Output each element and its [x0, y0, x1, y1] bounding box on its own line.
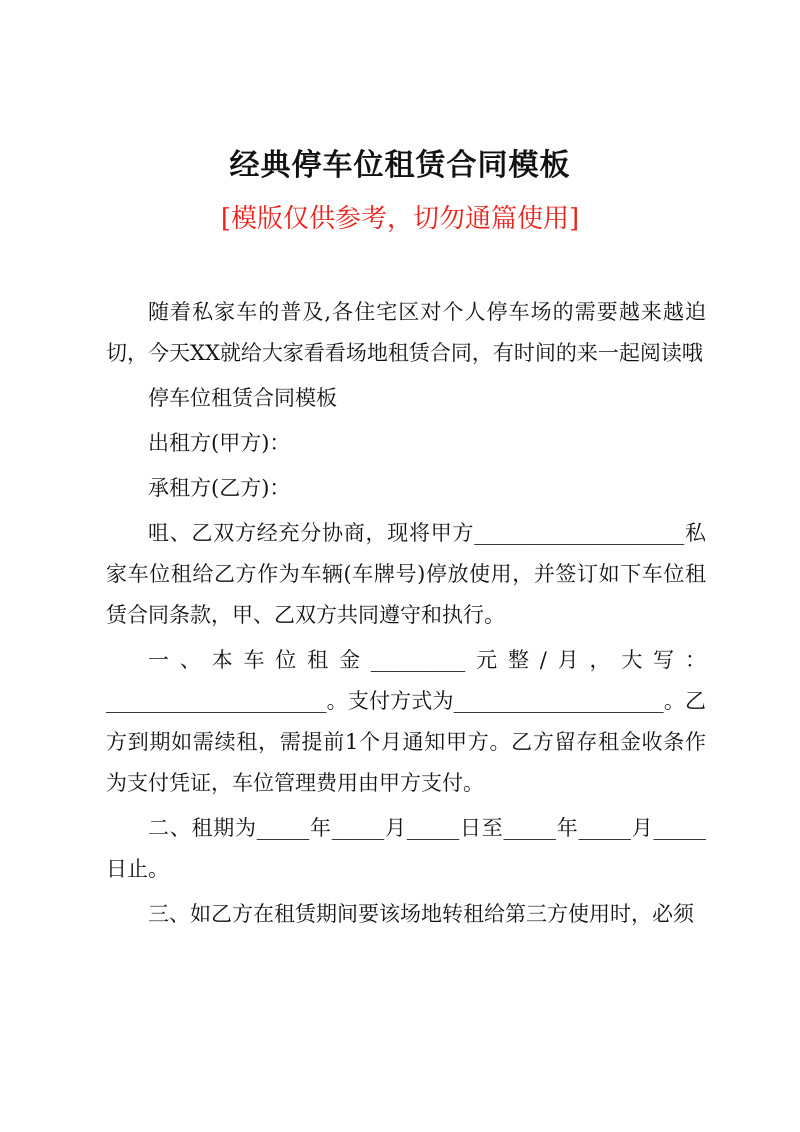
agreement-paragraph: 咀、乙双方经充分协商，现将甲方____________________私家车位租给乙方作为车辆(车牌号)停放使用，并签订如下车位租赁合同条款，甲、乙双方共同遵守和执行。 — [106, 521, 706, 627]
intro-paragraph: 随着私家车的普及,各住宅区对个人停车场的需要越来越迫切，今天XX就给大家看看场地租赁合同，有时间的来一起阅读哦 — [106, 300, 706, 365]
clause-term: 二、租期为_____年_____月_____日至_____年_____月_____日止。 — [106, 816, 706, 881]
document-title: 经典停车位租赁合同模板 — [229, 148, 571, 183]
clause-rent: 一、本车位租金_________元整/月，大写：_____________________。支付方式为____________________。乙方到期如需续租，需提前1个月通知甲方。乙方留存租金收条作为支付凭证，车位管理费用由甲方支付。 — [106, 648, 706, 795]
document-subtitle: [模版仅供参考，切勿通篇使用] — [220, 204, 580, 234]
document-body — [106, 292, 706, 939]
lessee-line: 承租方(乙方)： — [148, 476, 291, 500]
clause-sublease: 三、如乙方在租赁期间要该场地转租给第三方使用时，必须 — [148, 902, 694, 926]
contract-heading: 停车位租赁合同模板 — [148, 386, 337, 410]
lessor-line: 出租方(甲方)： — [148, 431, 291, 455]
